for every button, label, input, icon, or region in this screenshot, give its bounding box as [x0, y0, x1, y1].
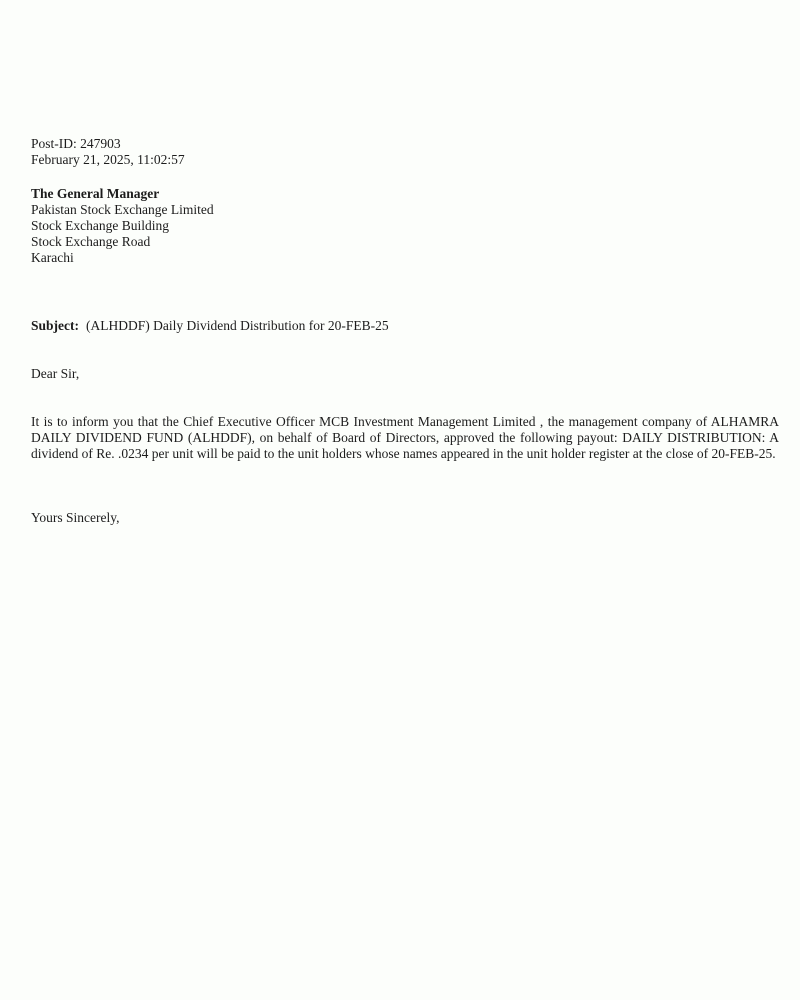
- recipient-line-3: Stock Exchange Road: [31, 234, 151, 249]
- letter-body: It is to inform you that the Chief Executive Officer MCB Investment Management Limited , the management company of ALHAMRA DAILY DIVIDEND FUND (ALHDDF), on behalf of Board of Directors, approved the following payout: DAILY DISTRIBUTION: A dividend of Re. .0234 per unit will be paid to the unit holders whose names appeared in the unit holder register at the close of 20-FEB-25.: [31, 414, 779, 461]
- meta-block: [31, 136, 779, 168]
- recipient-line-2: Stock Exchange Building: [31, 218, 169, 233]
- subject-label: Subject:: [31, 318, 79, 333]
- post-id: Post-ID: 247903: [31, 136, 121, 151]
- salutation: Dear Sir,: [31, 366, 80, 381]
- subject-line: [31, 318, 779, 334]
- subject-text: (ALHDDF) Daily Dividend Distribution for 20-FEB-25: [86, 318, 389, 333]
- recipient-address: [31, 186, 779, 266]
- post-datetime: February 21, 2025, 11:02:57: [31, 152, 185, 167]
- recipient-title: The General Manager: [31, 186, 160, 201]
- recipient-line-1: Pakistan Stock Exchange Limited: [31, 202, 214, 217]
- recipient-line-4: Karachi: [31, 250, 74, 265]
- closing: Yours Sincerely,: [31, 510, 120, 525]
